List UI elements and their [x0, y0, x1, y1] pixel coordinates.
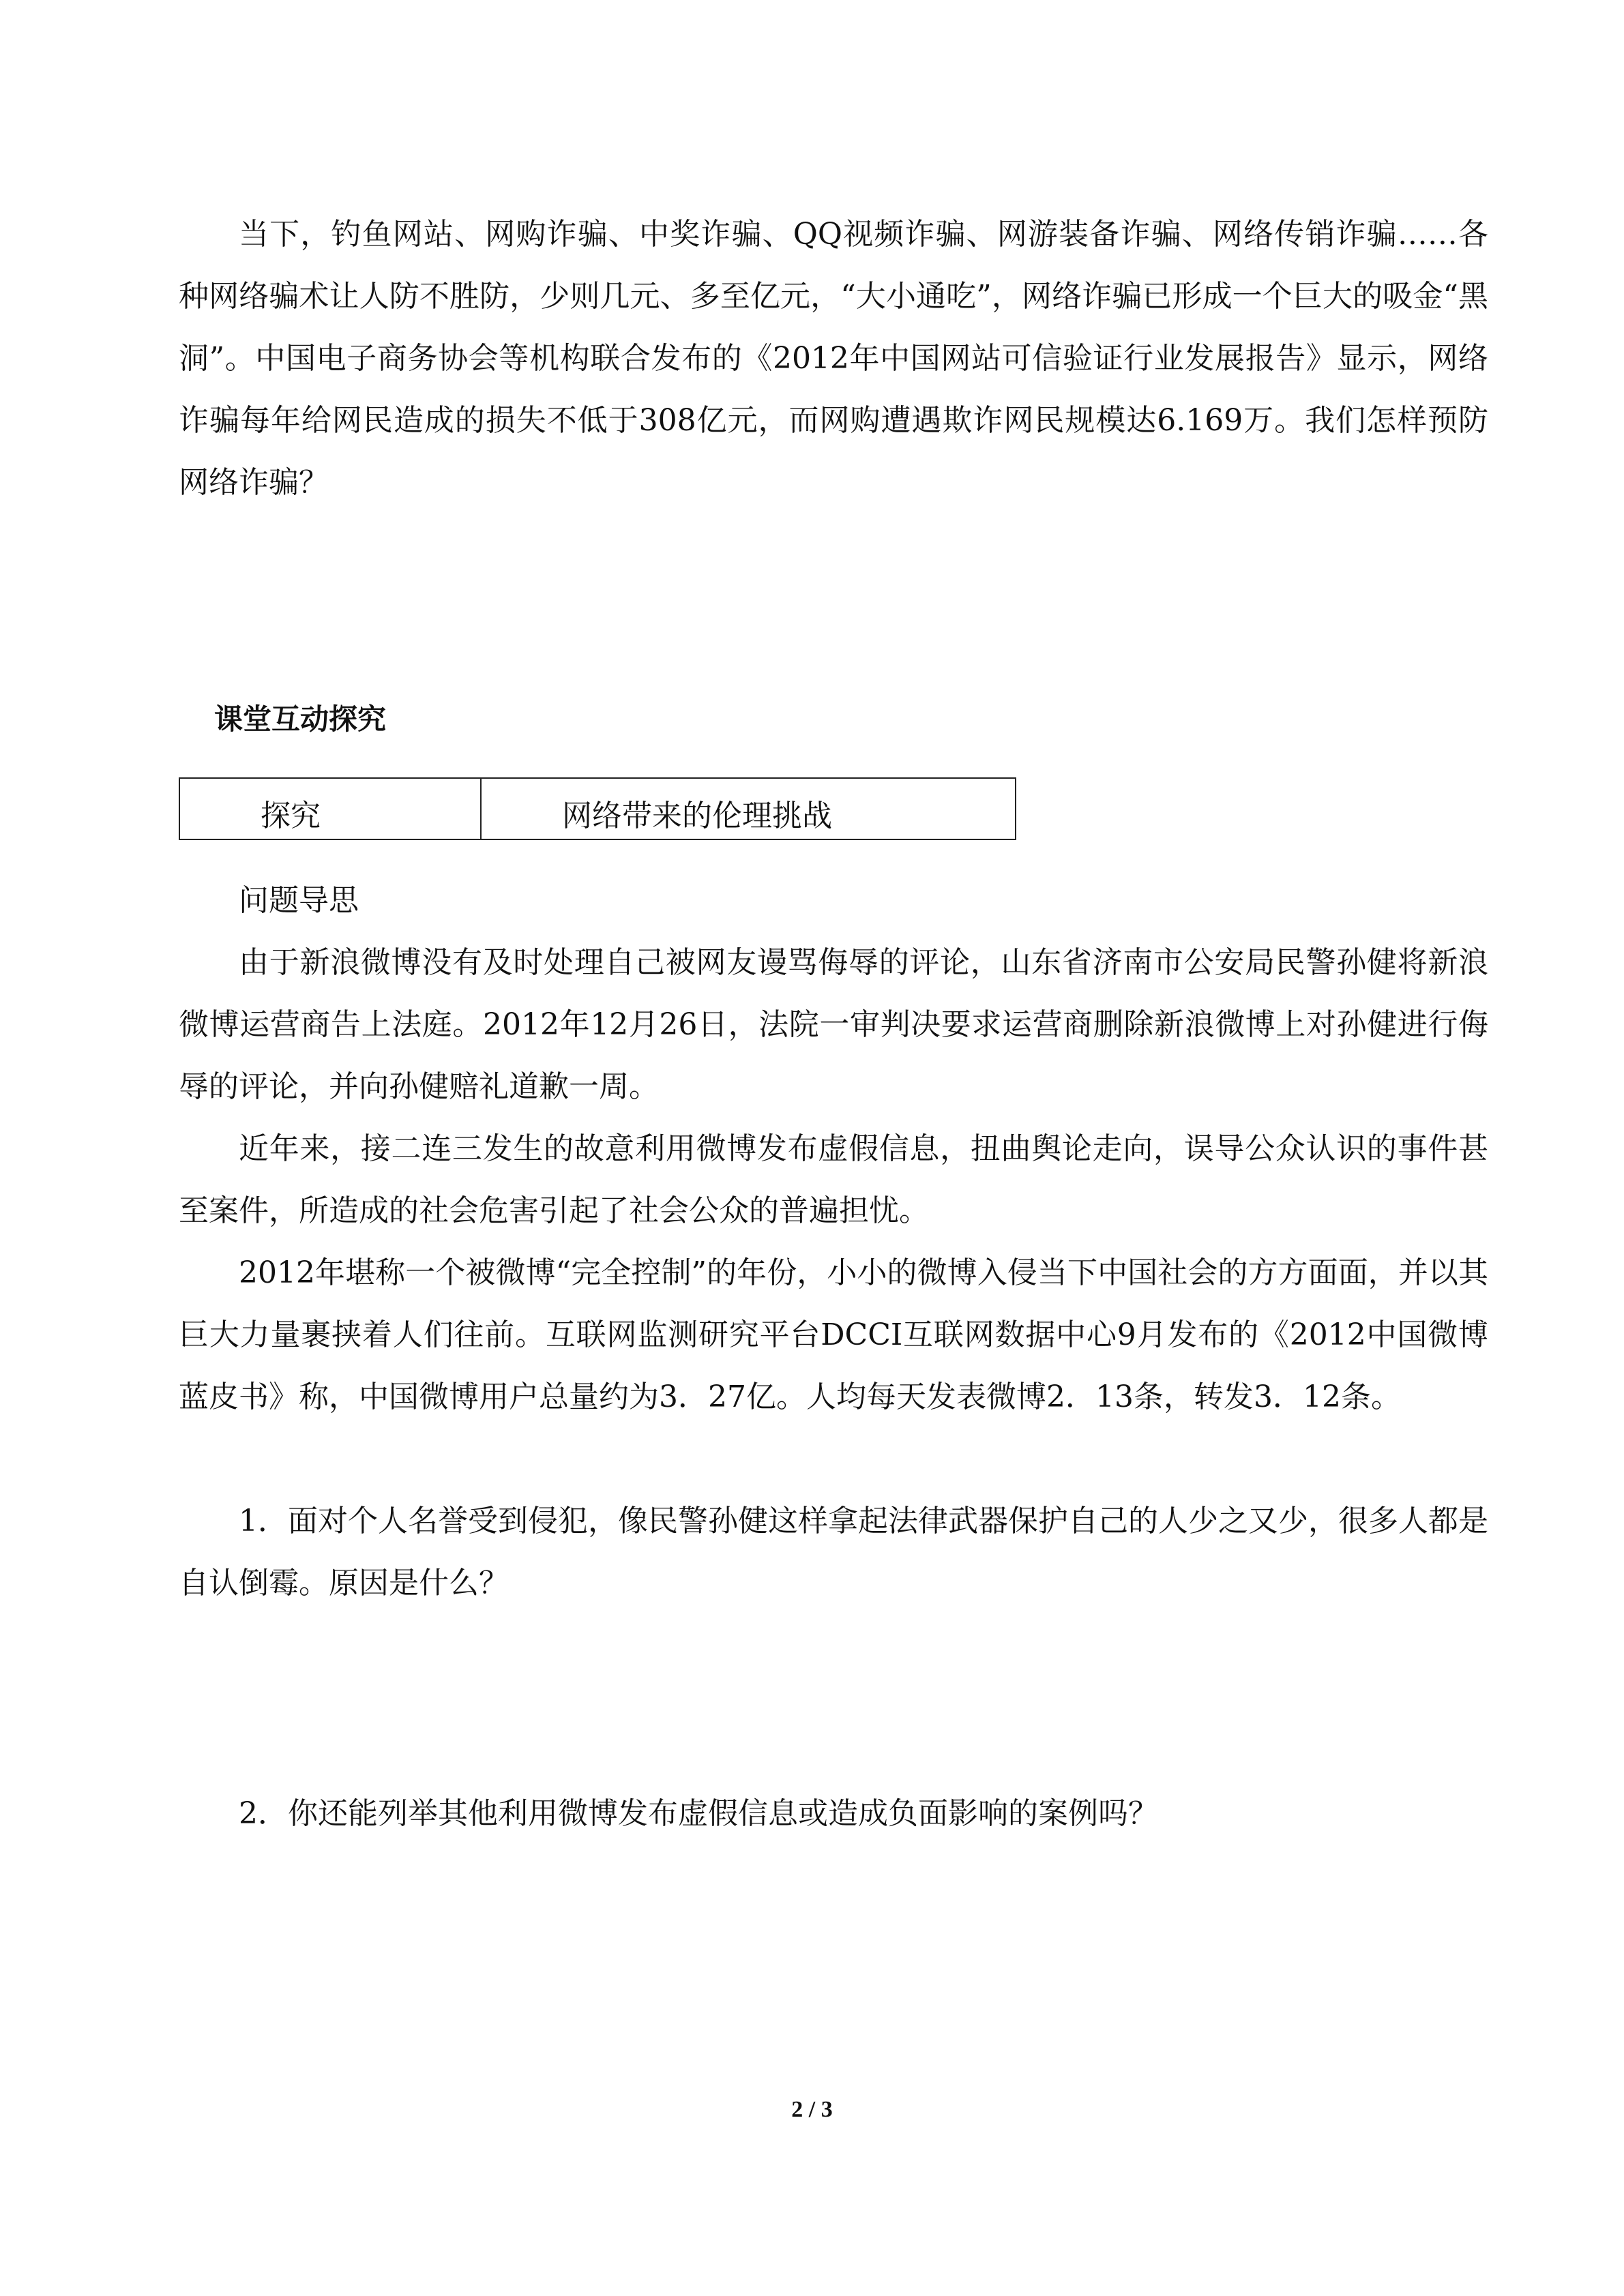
question-2: 2．你还能列举其他利用微博发布虚假信息或造成负面影响的案例吗？: [239, 1796, 1158, 1831]
probe-label: 探究: [180, 779, 482, 839]
page-number: 2 / 3: [791, 2097, 833, 2122]
body-paragraph-1: 由于新浪微博没有及时处理自己被网友谩骂侮辱的评论，山东省济南市公安局民警孙健将新浪微博运营商告上法庭。2012年12月26日，法院一审判决要求运营商删除新浪微博上对孙健进行侮辱的评论，并向孙健赔礼道歉一周。: [179, 945, 1488, 1104]
body-paragraph-3: 2012年堪称一个被微博“完全控制”的年份，小小的微博入侵当下中国社会的方方面面，并以其巨大力量裹挟着人们往前。互联网监测研究平台DCCI互联网数据中心9月发布的《2012中国微博蓝皮书》称，中国微博用户总量约为3．27亿。人均每天发表微博2．13条，转发3．12条。: [179, 1255, 1488, 1414]
probe-table: [179, 777, 1016, 840]
section-heading: 课堂互动探究: [214, 702, 387, 736]
guide-title: 问题导思: [239, 883, 359, 918]
body-paragraph-2: 近年来，接二连三发生的故意利用微博发布虚假信息，扭曲舆论走向，误导公众认识的事件甚至案件，所造成的社会危害引起了社会公众的普遍担忧。: [179, 1131, 1488, 1228]
intro-paragraph: 当下，钓鱼网站、网购诈骗、中奖诈骗、QQ视频诈骗、网游装备诈骗、网络传销诈骗……各种网络骗术让人防不胜防，少则几元、多至亿元，“大小通吃”，网络诈骗已形成一个巨大的吸金“黑洞”。中国电子商务协会等机构联合发布的《2012年中国网站可信验证行业发展报告》显示，网络诈骗每年给网民造成的损失不低于308亿元，而网购遭遇欺诈网民规模达6.169万。我们怎样预防网络诈骗？: [179, 217, 1488, 500]
question-1: 1．面对个人名誉受到侵犯，像民警孙健这样拿起法律武器保护自己的人少之又少，很多人都是自认倒霉。原因是什么？: [179, 1504, 1488, 1600]
probe-topic: 网络带来的伦理挑战: [562, 799, 832, 833]
